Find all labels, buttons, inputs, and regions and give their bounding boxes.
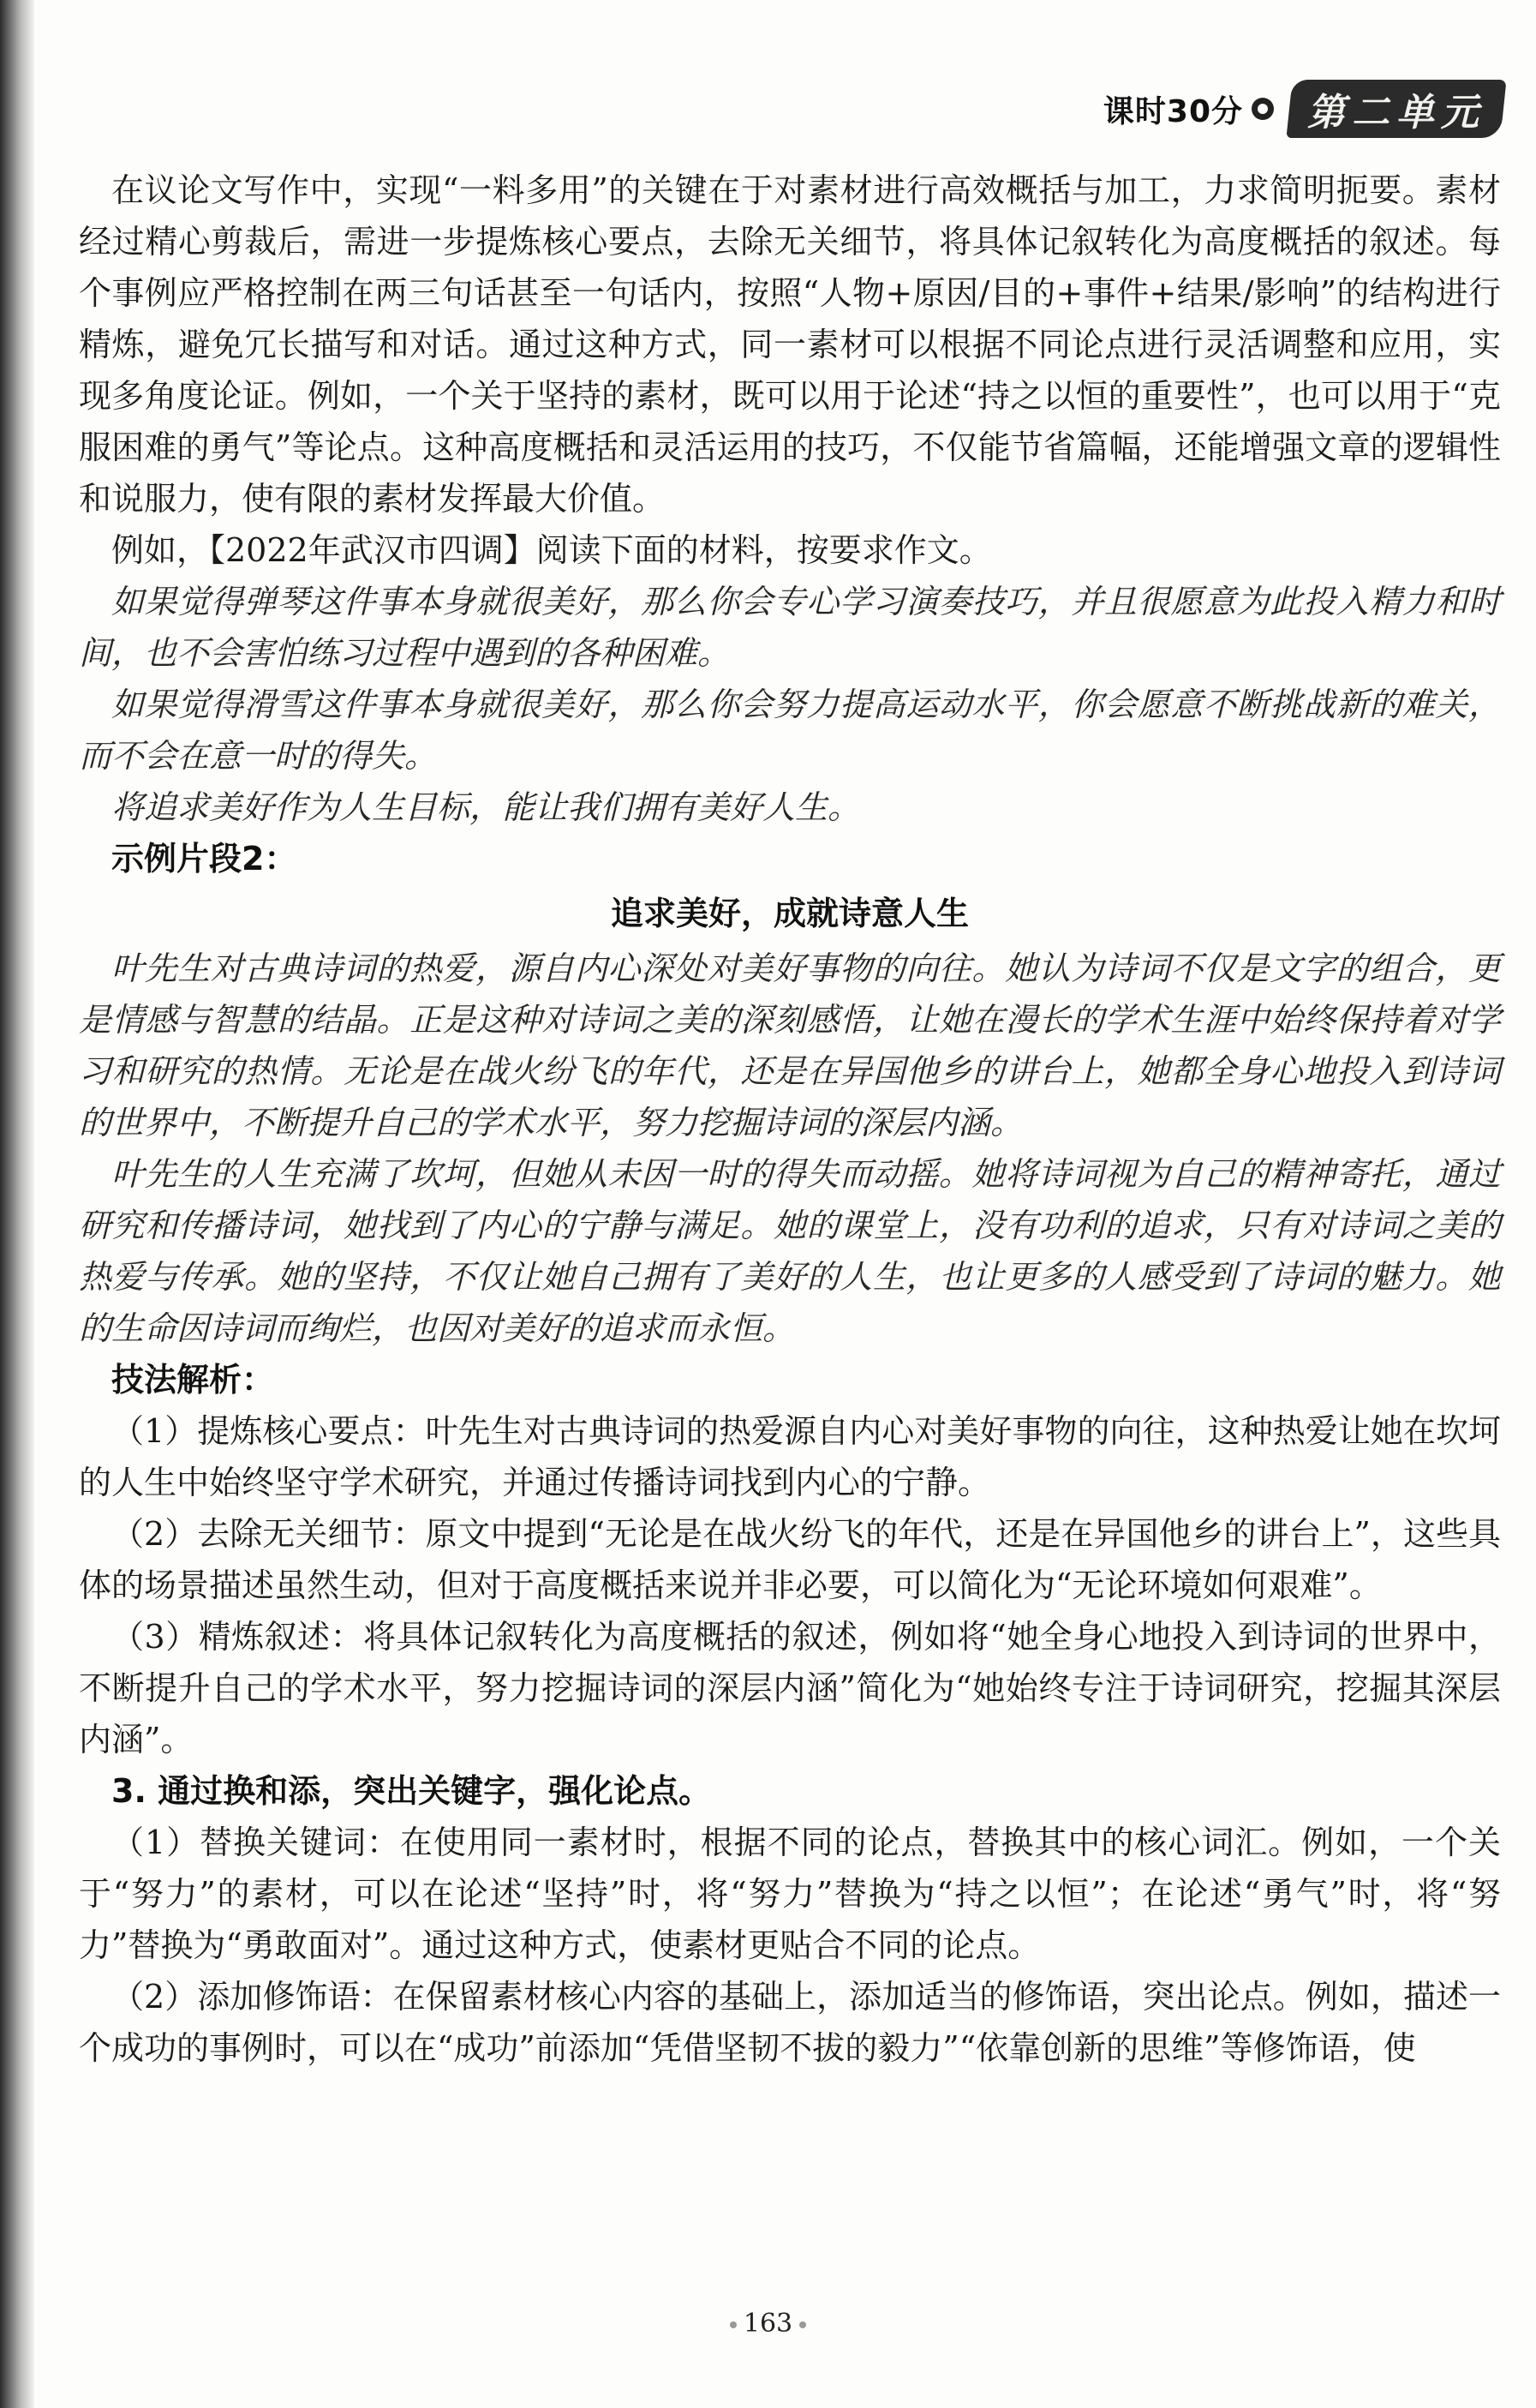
page-number-value: 163 bbox=[743, 2309, 793, 2339]
header-bullet-icon bbox=[1252, 98, 1274, 120]
page-number-dot-icon bbox=[799, 2321, 806, 2328]
analysis-item: （3）精炼叙述：将具体记叙转化为高度概括的叙述，例如将“她全身心地投入到诗词的世界中，不断提升自己的学术水平，努力挖掘诗词的深层内涵”简化为“她始终专注于诗词研究，挖掘其深层内涵”。 bbox=[79, 1618, 1501, 1758]
material-paragraph: 如果觉得弹琴这件事本身就很美好，那么你会专心学习演奏技巧，并且很愿意为此投入精力和时间，也不会害怕练习过程中遇到的各种困难。 bbox=[79, 583, 1501, 672]
page-number-dot-icon bbox=[730, 2321, 737, 2328]
unit-label: 第二单元 bbox=[1307, 91, 1485, 135]
header-title: 课时30分 bbox=[1103, 93, 1243, 129]
material-paragraph: 将追求美好作为人生目标，能让我们拥有美好人生。 bbox=[111, 788, 861, 826]
page-number bbox=[0, 2309, 1536, 2339]
analysis-item: （2）去除无关细节：原文中提到“无论是在战火纷飞的年代，还是在异国他乡的讲台上”，这些具体的场景描述虽然生动，但对于高度概括来说并非必要，可以简化为“无论环境如何艰难”。 bbox=[79, 1515, 1501, 1604]
binding-shadow bbox=[0, 0, 34, 2408]
unit-tag bbox=[1286, 80, 1506, 138]
section-heading-3: 3. 通过换和添，突出关键字，强化论点。 bbox=[111, 1772, 712, 1810]
main-text bbox=[79, 165, 1501, 2074]
technique-item: （1）替换关键词：在使用同一素材时，根据不同的论点，替换其中的核心词汇。例如，一个关于“努力”的素材，可以在论述“坚持”时，将“努力”替换为“持之以恒”；在论述“勇气”时，将“努力”替换为“勇敢面对”。通过这种方式，使素材更贴合不同的论点。 bbox=[79, 1824, 1501, 1964]
essay-paragraph: 叶先生对古典诗词的热爱，源自内心深处对美好事物的向往。她认为诗词不仅是文字的组合，更是情感与智慧的结晶。正是这种对诗词之美的深刻感悟，让她在漫长的学术生涯中始终保持着对学习和研究的热情。无论是在战火纷飞的年代，还是在异国他乡的讲台上，她都全身心地投入到诗词的世界中，不断提升自己的学术水平，努力挖掘诗词的深层内涵。 bbox=[79, 949, 1501, 1141]
essay-paragraph: 叶先生的人生充满了坎坷，但她从未因一时的得失而动摇。她将诗词视为自己的精神寄托，通过研究和传播诗词，她找到了内心的宁静与满足。她的课堂上，没有功利的追求，只有对诗词之美的热爱与传承。她的坚持，不仅让她自己拥有了美好的人生，也让更多的人感受到了诗词的魅力。她的生命因诗词而绚烂，也因对美好的追求而永恒。 bbox=[79, 1155, 1501, 1347]
running-header bbox=[1103, 79, 1503, 139]
paragraph-intro: 在议论文写作中，实现“一料多用”的关键在于对素材进行高效概括与加工，力求简明扼要。素材经过精心剪裁后，需进一步提炼核心要点，去除无关细节，将具体记叙转化为高度概括的叙述。每个事例应严格控制在两三句话甚至一句话内，按照“人物+原因/目的+事件+结果/影响”的结构进行精炼，避免冗长描写和对话。通过这种方式，同一素材可以根据不同论点进行灵活调整和应用，实现多角度论证。例如，一个关于坚持的素材，既可以用于论述“持之以恒的重要性”，也可以用于“克服困难的勇气”等论点。这种高度概括和灵活运用的技巧，不仅能节省篇幅，还能增强文章的逻辑性和说服力，使有限的素材发挥最大价值。 bbox=[79, 171, 1501, 518]
section-heading-analysis: 技法解析： bbox=[111, 1361, 275, 1399]
section-heading-example: 示例片段2： bbox=[111, 840, 297, 878]
technique-item: （2）添加修饰语：在保留素材核心内容的基础上，添加适当的修饰语，突出论点。例如，描述一个成功的事例时，可以在“成功”前添加“凭借坚韧不拔的毅力”“依靠创新的思维”等修饰语，使 bbox=[79, 1978, 1501, 2067]
paragraph-example-prompt: 例如，【2022年武汉市四调】阅读下面的材料，按要求作文。 bbox=[111, 531, 992, 569]
essay-title: 追求美好，成就诗意人生 bbox=[610, 895, 969, 932]
analysis-item: （1）提炼核心要点：叶先生对古典诗词的热爱源自内心对美好事物的向往，这种热爱让她在坎坷的人生中始终坚守学术研究，并通过传播诗词找到内心的宁静。 bbox=[79, 1412, 1501, 1501]
material-paragraph: 如果觉得滑雪这件事本身就很美好，那么你会努力提高运动水平，你会愿意不断挑战新的难关，而不会在意一时的得失。 bbox=[79, 686, 1501, 775]
